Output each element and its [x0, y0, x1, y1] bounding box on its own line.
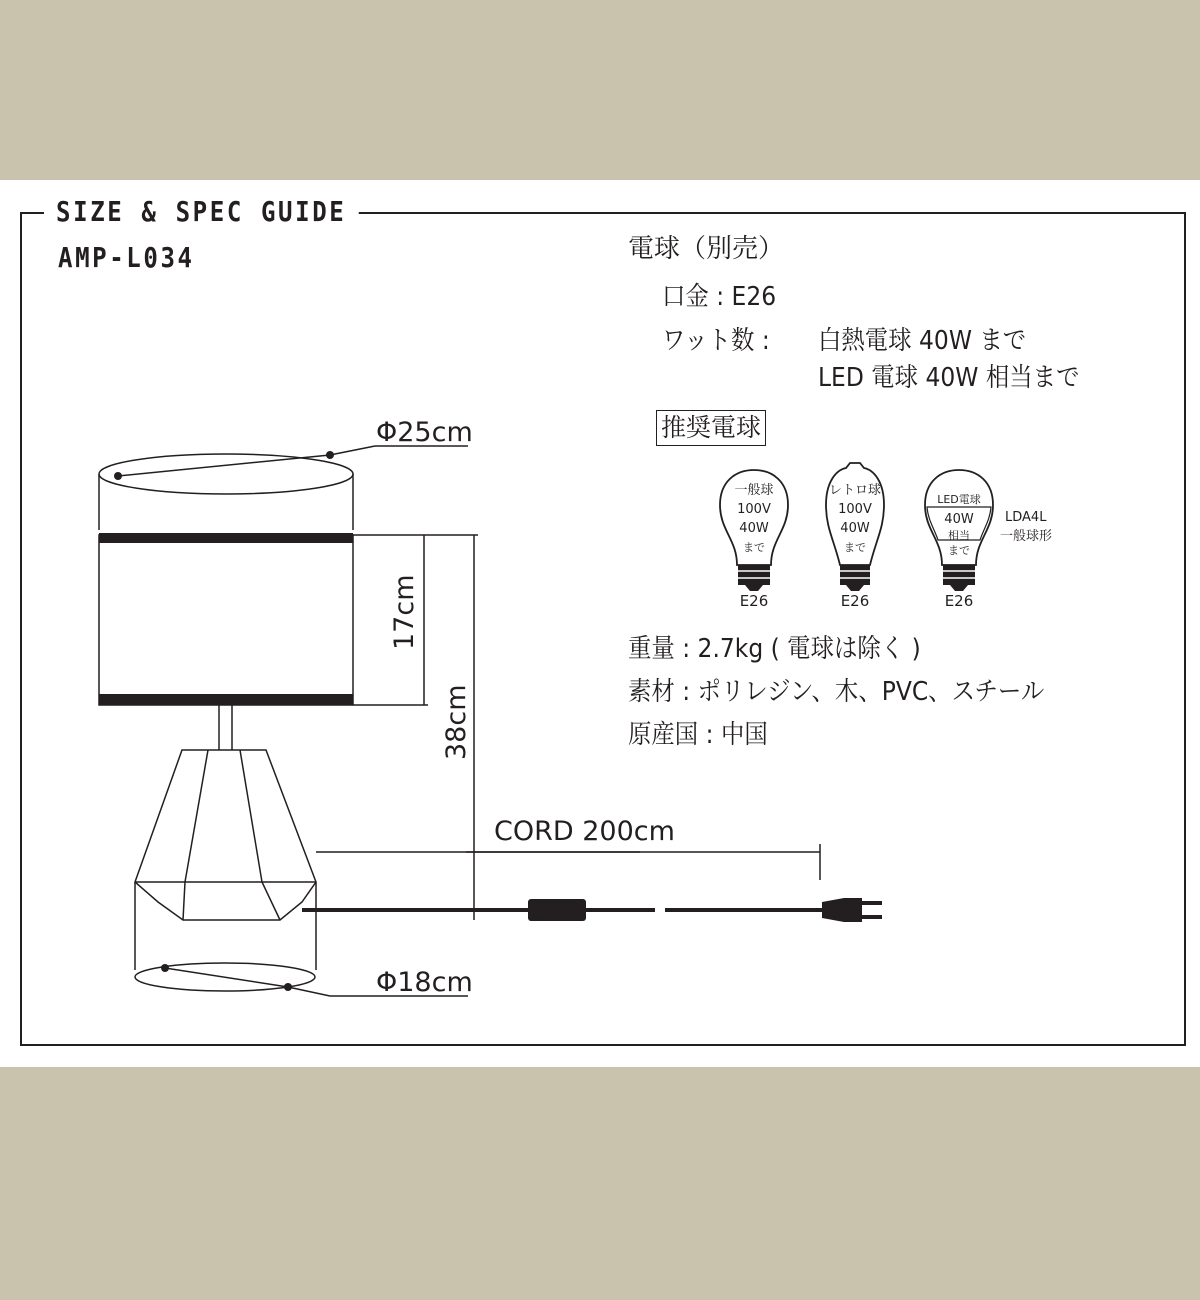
bulb-led-base: E26 — [944, 592, 974, 610]
led-model-note: LDA4L — [1005, 510, 1047, 525]
socket-spec: 口金 : E26 — [662, 282, 777, 312]
wattage-incandescent: 白熱電球 40W まで — [818, 326, 1027, 356]
wattage-led: LED 電球 40W 相当まで — [818, 363, 1080, 393]
cord-switch — [528, 899, 586, 921]
model-number: AMP-L034 — [58, 241, 195, 274]
origin-spec: 原産国 : 中国 — [628, 720, 768, 750]
base-diameter-dot-right — [284, 983, 292, 991]
shade-bottom-stripe — [99, 694, 353, 705]
shade-diameter-dot-right — [326, 451, 334, 459]
guide-title: SIZE & SPEC GUIDE — [44, 194, 358, 230]
bulb-led-watt: 40W — [944, 512, 974, 527]
shade-top-stripe — [99, 533, 353, 543]
recommended-bulb-label: 推奨電球 — [656, 410, 766, 446]
bulb-led-equivalent: 相当 — [948, 529, 970, 542]
bulb-retro-limit: まで — [844, 541, 866, 554]
bulb-retro-icon — [826, 463, 884, 610]
plug-body — [822, 898, 862, 922]
weight-spec: 重量 : 2.7kg ( 電球は除く ) — [628, 634, 921, 664]
bulb-retro-voltage: 100V — [838, 502, 872, 517]
bulb-standard-watt: 40W — [739, 521, 769, 536]
bulb-led-type: LED電球 — [937, 493, 981, 506]
bulb-standard-type: 一般球 — [734, 483, 774, 498]
shade-body — [99, 535, 353, 705]
base-diameter-line — [165, 968, 288, 987]
bulb-heading: 電球（別売） — [628, 234, 785, 264]
bulb-standard-voltage: 100V — [737, 502, 771, 517]
shade-height-label: 17cm — [389, 574, 420, 650]
cord-length-label: CORD 200cm — [494, 816, 675, 847]
base-facet-4 — [183, 882, 185, 920]
shade-leader-line — [330, 446, 375, 455]
wattage-label: ワット数 : — [662, 326, 770, 356]
base-facet-2 — [240, 750, 262, 882]
base-diameter-label: Φ18cm — [376, 967, 473, 998]
bulb-retro-watt: 40W — [840, 521, 870, 536]
base-facet-1 — [185, 750, 208, 882]
bulb-standard-base: E26 — [739, 592, 769, 610]
shade-diameter-label: Φ25cm — [376, 417, 473, 448]
bulb-led-limit: まで — [948, 544, 970, 557]
bulb-retro-type: レトロ球 — [828, 483, 882, 498]
led-shape-note: 一般球形 — [1000, 529, 1053, 544]
bulb-standard-limit: まで — [743, 541, 765, 554]
base-facet-5 — [262, 882, 280, 920]
base-diameter-dot-left — [161, 964, 169, 972]
bulb-led-icon — [925, 470, 993, 610]
total-height-label: 38cm — [441, 684, 472, 760]
plug-prong-2 — [862, 915, 882, 919]
shade-diameter-dot-left — [114, 472, 122, 480]
base-leader-line — [288, 987, 330, 996]
bulb-retro-base: E26 — [840, 592, 870, 610]
base-outline — [135, 750, 316, 920]
bulb-standard-icon — [720, 470, 788, 610]
plug-prong-1 — [862, 901, 882, 905]
material-spec: 素材 : ポリレジン、木、PVC、スチール — [628, 677, 1045, 707]
